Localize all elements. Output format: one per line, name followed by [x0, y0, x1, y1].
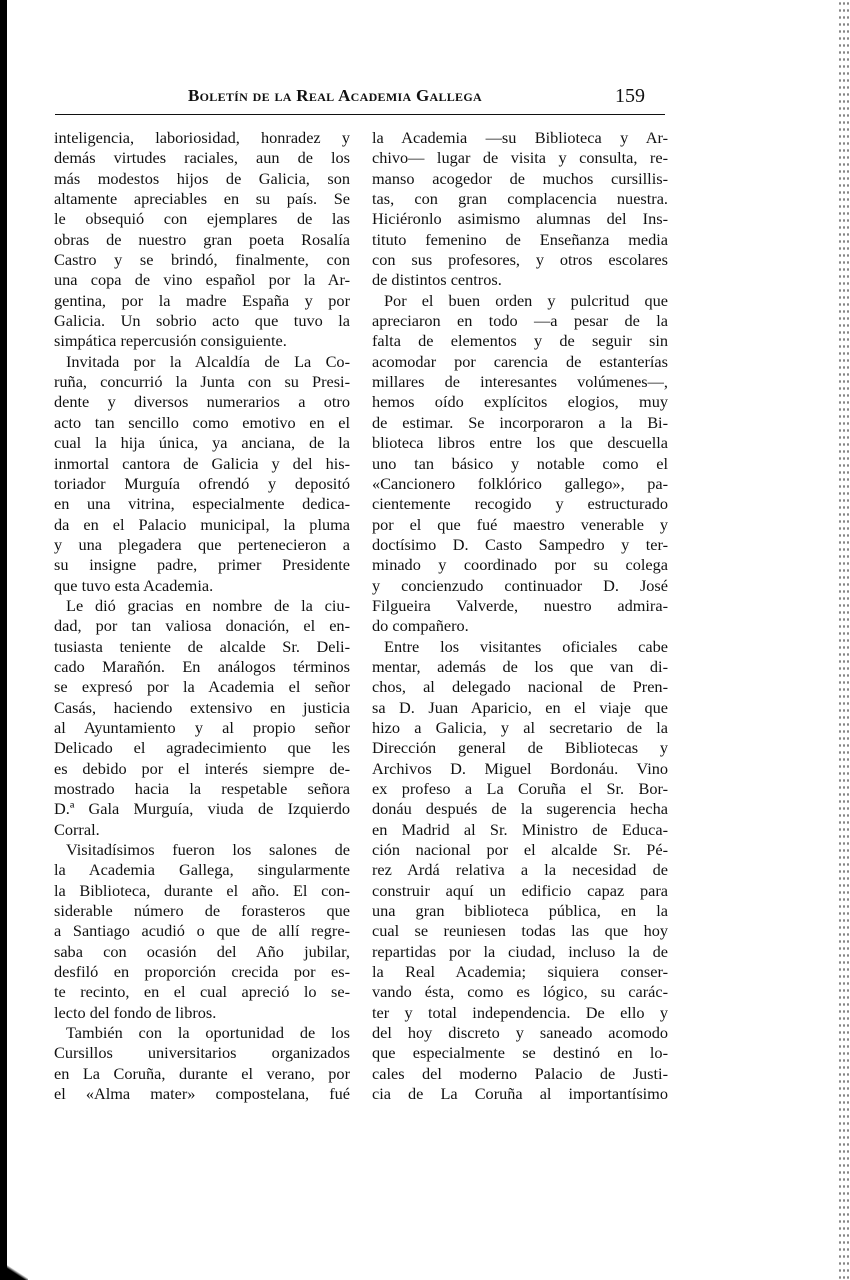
text-line: hemos oído explícitos elogios, muy: [372, 392, 668, 412]
running-title: Boletín de la Real Academia Gallega: [188, 86, 482, 105]
text-line: altamente apreciables en su país. Se: [54, 189, 350, 209]
text-line: Por el buen orden y pulcritud que: [384, 290, 668, 310]
text-line: y concienzudo continuador D. José: [372, 575, 668, 595]
text-line: vando ésta, como es lógico, su carác-: [372, 982, 668, 1002]
text-line: la Academia Gallega, singularmente: [54, 860, 350, 880]
text-line: simpática repercusión consiguiente.: [54, 331, 287, 351]
text-line: con sus profesores, y otros escolares: [372, 250, 668, 270]
page-header: [55, 84, 665, 115]
text-line: También con la oportunidad de los: [66, 1023, 350, 1043]
text-line: demás virtudes raciales, aun de los: [54, 148, 350, 168]
text-line: cual la hija única, ya anciana, de la: [54, 433, 350, 453]
text-line: una gran biblioteca pública, en la: [372, 901, 668, 921]
text-line: acomodar por carencia de estanterías: [372, 351, 668, 371]
text-line: cado Marañón. En análogos términos: [54, 656, 350, 676]
text-line: donáu después de la sugerencia hecha: [372, 799, 668, 819]
text-line: Casás, haciendo extensivo en justicia: [54, 697, 350, 717]
text-line: Delicado el agradecimiento que les: [54, 738, 350, 758]
text-line: Galicia. Un sobrio acto que tuvo la: [54, 311, 350, 331]
text-line: inmortal cantora de Galicia y del his-: [54, 453, 350, 473]
text-line: cual se reuniesen todas las que hoy: [372, 921, 668, 941]
text-line: ruña, concurrió la Junta con su Presi-: [54, 372, 350, 392]
text-line: Visitadísimos fueron los salones de: [66, 840, 350, 860]
text-line: le obsequió con ejemplares de las: [54, 209, 350, 229]
text-line: de distintos centros.: [372, 270, 502, 290]
text-line: Dirección general de Bibliotecas y: [372, 738, 668, 758]
text-line: do compañero.: [372, 616, 469, 636]
text-line: hizo a Galicia, y al secretario de la: [372, 717, 668, 737]
text-line: de estimar. Se incorporaron a la Bi-: [372, 412, 668, 432]
text-line: da en el Palacio municipal, la pluma: [54, 514, 350, 534]
text-line: obras de nuestro gran poeta Rosalía: [54, 229, 350, 249]
text-line: del hoy discreto y saneado acomodo: [372, 1023, 668, 1043]
text-line: rez Ardá relativa a la necesidad de: [372, 860, 668, 880]
text-line: tituto femenino de Enseñanza media: [372, 229, 668, 249]
text-line: desfiló en proporción crecida por es-: [54, 962, 350, 982]
text-line: acto tan sencillo como emotivo en el: [54, 412, 350, 432]
text-line: apreciaron en todo —a pesar de la: [372, 311, 668, 331]
text-line: la Biblioteca, durante el año. El con-: [54, 880, 350, 900]
text-line: en una vitrina, especialmente dedica-: [54, 494, 350, 514]
text-line: ter y total independencia. De ello y: [372, 1002, 668, 1022]
scan-edge-shadow: [0, 0, 7, 1280]
text-line: te recinto, en el cual apreció lo se-: [54, 982, 350, 1002]
text-line: toriador Murguía ofrendó y depositó: [54, 473, 350, 493]
text-line: «Cancionero folklórico gallego», pa-: [372, 473, 668, 493]
text-line: gentina, por la madre España y por: [54, 290, 350, 310]
text-line: repartidas por la ciudad, incluso la de: [372, 941, 668, 961]
text-line: es debido por el interés siempre de-: [54, 758, 350, 778]
text-line: Archivos D. Miguel Bordonáu. Vino: [372, 758, 668, 778]
text-line: manso acogedor de muchos cursillis-: [372, 168, 668, 188]
text-line: saba con ocasión del Año jubilar,: [54, 941, 350, 961]
text-line: Castro y se brindó, finalmente, con: [54, 250, 350, 270]
text-line: blioteca libros entre los que descuella: [372, 433, 668, 453]
text-line: tas, con gran complacencia nuestra.: [372, 189, 668, 209]
text-line: D.ª Gala Murguía, viuda de Izquierdo: [54, 799, 350, 819]
text-line: Hiciéronlo asimismo alumnas del Ins-: [372, 209, 668, 229]
text-line: mentar, además de los que van di-: [372, 656, 668, 676]
text-line: en La Coruña, durante el verano, por: [54, 1063, 350, 1083]
text-line: lecto del fondo de libros.: [54, 1002, 217, 1022]
text-line: una copa de vino español por la Ar-: [54, 270, 350, 290]
text-line: la Academia —su Biblioteca y Ar-: [372, 128, 668, 147]
text-line: inteligencia, laboriosidad, honradez y: [54, 128, 350, 147]
text-line: cientemente recogido y estructurado: [372, 494, 668, 514]
text-line: por el que fué maestro venerable y: [372, 514, 668, 534]
text-line: y una plegadera que pertenecieron a: [54, 534, 350, 554]
text-line: la Real Academia; siquiera conser-: [372, 962, 668, 982]
text-line: cales del moderno Palacio de Justi-: [372, 1063, 668, 1083]
text-line: el «Alma mater» compostelana, fué: [54, 1084, 350, 1104]
text-line: siderable número de forasteros que: [54, 901, 350, 921]
text-column-left: [54, 128, 350, 1105]
text-line: más modestos hijos de Galicia, son: [54, 168, 350, 188]
text-line: Cursillos universitarios organizados: [54, 1043, 350, 1063]
text-line: minado y coordinado por su colega: [372, 555, 668, 575]
text-line: ción nacional por el alcalde Sr. Pé-: [372, 840, 668, 860]
text-line: tusiasta teniente de alcalde Sr. Deli-: [54, 636, 350, 656]
text-line: que tuvo esta Academia.: [54, 575, 214, 595]
text-line: doctísimo D. Casto Sampedro y ter-: [372, 534, 668, 554]
text-line: construir aquí un edificio capaz para: [372, 880, 668, 900]
text-line: Invitada por la Alcaldía de La Co-: [66, 351, 350, 371]
text-line: en Madrid al Sr. Ministro de Educa-: [372, 819, 668, 839]
text-line: Entre los visitantes oficiales cabe: [384, 636, 668, 656]
text-line: su insigne padre, primer Presidente: [54, 555, 350, 575]
scan-edge-noise: [838, 0, 850, 1280]
scan-corner-shadow: [0, 1262, 28, 1280]
text-line: al Ayuntamiento y al propio señor: [54, 717, 350, 737]
text-line: dente y diversos numerarios a otro: [54, 392, 350, 412]
page-number: 159: [615, 85, 645, 107]
text-line: ex profeso a La Coruña el Sr. Bor-: [372, 779, 668, 798]
text-line: a Santiago acudió o que de allí regre-: [54, 921, 350, 941]
text-line: Corral.: [54, 819, 100, 839]
text-line: sa D. Juan Aparicio, en el viaje que: [372, 697, 668, 717]
text-line: cia de La Coruña al importantísimo: [372, 1084, 668, 1104]
text-line: millares de interesantes volúmenes—,: [372, 372, 668, 392]
text-line: Filgueira Valverde, nuestro admira-: [372, 595, 668, 615]
text-line: chivo— lugar de visita y consulta, re-: [372, 148, 668, 168]
text-line: chos, al delegado nacional de Pren-: [372, 677, 668, 697]
text-line: mostrado hacia la respetable señora: [54, 779, 350, 798]
text-line: Le dió gracias en nombre de la ciu-: [66, 595, 350, 615]
text-column-right: [372, 128, 668, 1105]
text-line: se expresó por la Academia el señor: [54, 677, 350, 697]
text-line: falta de elementos y de seguir sin: [372, 331, 668, 351]
text-line: uno tan básico y notable como el: [372, 453, 668, 473]
text-line: dad, por tan valiosa donación, el en-: [54, 616, 350, 636]
text-line: que especialmente se destinó en lo-: [372, 1043, 668, 1063]
